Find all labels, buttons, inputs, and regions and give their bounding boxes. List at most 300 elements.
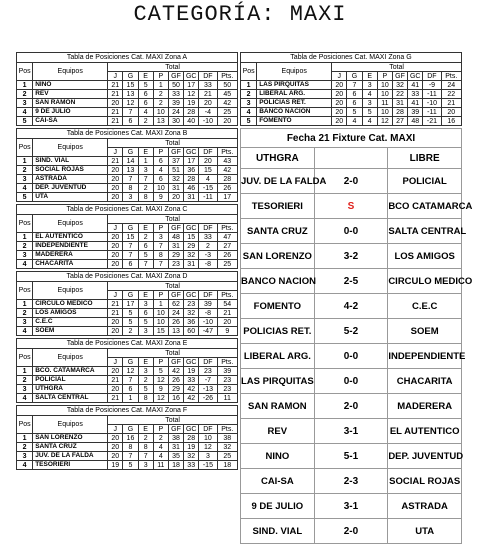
team-cell: POLICIAS RET. xyxy=(257,99,332,108)
header-total: Total xyxy=(108,282,238,291)
stat-cell: 13 xyxy=(153,117,168,126)
table-row xyxy=(17,157,238,166)
table-row xyxy=(241,90,462,99)
stat-cell: 15 xyxy=(184,233,199,242)
team-cell: UTHGRA xyxy=(33,385,108,394)
team-cell: SALTA CENTRAL xyxy=(33,394,108,403)
team-cell: POLICIAL xyxy=(33,376,108,385)
stat-cell: 32 xyxy=(184,309,199,318)
header-total: Total xyxy=(108,349,238,358)
home-team: REV xyxy=(241,419,315,444)
stat-cell: 2 xyxy=(153,99,168,108)
stat-cell: -10 xyxy=(199,318,217,327)
header-total: Total xyxy=(108,416,238,425)
stat-cell: -3 xyxy=(199,251,217,260)
stat-cell: 2 xyxy=(138,434,153,443)
stat-cell: 6 xyxy=(123,385,138,394)
stat-cell: 1 xyxy=(138,157,153,166)
standings-table-wrap xyxy=(16,128,238,202)
table-row xyxy=(241,108,462,117)
table-row xyxy=(17,193,238,202)
header-total: Total xyxy=(332,63,462,72)
header-row xyxy=(17,349,238,358)
stat-cell: 10 xyxy=(153,318,168,327)
stat-cell: 31 xyxy=(184,260,199,269)
standings-table-wrap xyxy=(240,52,462,126)
stat-cell: 38 xyxy=(217,434,237,443)
stat-cell: -10 xyxy=(199,117,217,126)
stat-cell: 8 xyxy=(123,443,138,452)
stat-cell: 36 xyxy=(184,166,199,175)
header-pos: Pos xyxy=(17,282,33,300)
stat-cell: 35 xyxy=(168,452,183,461)
table-row xyxy=(17,242,238,251)
stat-cell: 22 xyxy=(392,90,407,99)
position-cell: 4 xyxy=(17,108,33,117)
stat-cell: 7 xyxy=(153,242,168,251)
match-score: 2-0 xyxy=(314,394,388,419)
team-cell: LIBERAL ARG. xyxy=(257,90,332,99)
team-cell: MADERERA xyxy=(33,251,108,260)
stat-cell: 2 xyxy=(153,90,168,99)
away-team: UTA xyxy=(388,519,462,544)
stat-cell: 6 xyxy=(123,117,138,126)
stat-cell: 21 xyxy=(108,157,123,166)
stat-cell: 26 xyxy=(168,376,183,385)
stat-cell: 45 xyxy=(217,90,237,99)
position-cell: 4 xyxy=(17,260,33,269)
header-col: P xyxy=(153,291,168,300)
home-team: NINO xyxy=(241,444,315,469)
stat-cell: 26 xyxy=(217,184,237,193)
stat-cell: 20 xyxy=(217,117,237,126)
stat-cell: 2 xyxy=(138,376,153,385)
table-row xyxy=(17,90,238,99)
position-cell: 5 xyxy=(17,193,33,202)
stat-cell: 27 xyxy=(217,242,237,251)
header-col: Pts. xyxy=(217,425,237,434)
header-equipos: Equipos xyxy=(33,139,108,157)
table-row xyxy=(17,251,238,260)
away-team: SOCIAL ROJAS xyxy=(388,469,462,494)
team-cell: EL AUTENTICO xyxy=(33,233,108,242)
stat-cell: 7 xyxy=(123,175,138,184)
stat-cell: 7 xyxy=(153,260,168,269)
position-cell: 2 xyxy=(241,90,257,99)
stat-cell: 2 xyxy=(123,327,138,336)
stat-cell: 7 xyxy=(123,108,138,117)
page-title: CATEGORÍA: MAXI xyxy=(133,2,347,27)
header-row xyxy=(17,416,238,425)
fixture-row xyxy=(241,269,462,294)
stat-cell: 17 xyxy=(184,81,199,90)
stat-cell: -15 xyxy=(199,184,217,193)
stat-cell: 33 xyxy=(168,90,183,99)
stat-cell: 20 xyxy=(441,108,461,117)
match-score: 5-1 xyxy=(314,444,388,469)
stat-cell: 54 xyxy=(217,300,237,309)
stat-cell: 4 xyxy=(347,117,362,126)
stat-cell: 31 xyxy=(168,242,183,251)
stat-cell: 19 xyxy=(184,443,199,452)
fixture-row xyxy=(241,294,462,319)
stat-cell: -4 xyxy=(199,108,217,117)
stat-cell: 4 xyxy=(153,452,168,461)
table-row xyxy=(17,108,238,117)
table-row xyxy=(17,184,238,193)
position-cell: 1 xyxy=(17,81,33,90)
stat-cell: 7 xyxy=(123,242,138,251)
caption-row xyxy=(17,205,238,215)
header-row xyxy=(17,282,238,291)
header-equipos: Equipos xyxy=(33,63,108,81)
table-row xyxy=(17,434,238,443)
stat-cell: -11 xyxy=(199,193,217,202)
standings-table xyxy=(240,52,462,126)
table-row xyxy=(241,81,462,90)
stat-cell: 20 xyxy=(108,434,123,443)
header-col: GC xyxy=(184,291,199,300)
stat-cell: -15 xyxy=(199,461,217,470)
table-caption: Tabla de Posiciones Cat. MAXI Zona A xyxy=(17,53,238,63)
stat-cell: 39 xyxy=(408,108,423,117)
stat-cell: 42 xyxy=(217,166,237,175)
stat-cell: 12 xyxy=(153,376,168,385)
team-cell: JUV. DE LA FALDA xyxy=(33,452,108,461)
header-col: DF xyxy=(199,72,217,81)
stat-cell: 1 xyxy=(153,300,168,309)
header-col: DF xyxy=(423,72,441,81)
header-col: J xyxy=(108,148,123,157)
stat-cell: 20 xyxy=(108,233,123,242)
header-pos: Pos xyxy=(17,349,33,367)
header-equipos: Equipos xyxy=(33,416,108,434)
stat-cell: 11 xyxy=(153,461,168,470)
away-team: DEP. JUVENTUD xyxy=(388,444,462,469)
stat-cell: 24 xyxy=(441,81,461,90)
fixture-row xyxy=(241,419,462,444)
position-cell: 5 xyxy=(241,117,257,126)
stat-cell: 22 xyxy=(441,90,461,99)
header-col: GF xyxy=(392,72,407,81)
stat-cell: 33 xyxy=(184,461,199,470)
header-col: J xyxy=(108,72,123,81)
stat-cell: 3 xyxy=(138,166,153,175)
stat-cell: 21 xyxy=(199,90,217,99)
match-score: 4-2 xyxy=(314,294,388,319)
stat-cell: 39 xyxy=(199,300,217,309)
stat-cell: 21 xyxy=(108,394,123,403)
header-col: Pts. xyxy=(441,72,461,81)
fixture-row xyxy=(241,194,462,219)
table-row xyxy=(17,309,238,318)
stat-cell: 48 xyxy=(168,233,183,242)
home-team: TESORIERI xyxy=(241,194,315,219)
stat-cell: 12 xyxy=(377,117,392,126)
stat-cell: 9 xyxy=(153,193,168,202)
stat-cell: 1 xyxy=(123,394,138,403)
table-row xyxy=(17,260,238,269)
stat-cell: 3 xyxy=(362,81,377,90)
header-col: G xyxy=(123,358,138,367)
stat-cell: 20 xyxy=(108,99,123,108)
header-col: E xyxy=(138,224,153,233)
stat-cell: -7 xyxy=(199,376,217,385)
stat-cell: 51 xyxy=(168,166,183,175)
stat-cell: 6 xyxy=(138,309,153,318)
position-cell: 2 xyxy=(17,166,33,175)
stat-cell: 2 xyxy=(199,242,217,251)
stat-cell: -13 xyxy=(199,385,217,394)
stat-cell: 5 xyxy=(138,251,153,260)
stat-cell: 2 xyxy=(138,184,153,193)
table-row xyxy=(17,99,238,108)
team-cell: NINO xyxy=(33,81,108,90)
team-cell: TESORIERI xyxy=(33,461,108,470)
stat-cell: 15 xyxy=(199,166,217,175)
position-cell: 4 xyxy=(17,327,33,336)
stat-cell: 18 xyxy=(168,461,183,470)
standings-table xyxy=(16,204,238,269)
home-team: FOMENTO xyxy=(241,294,315,319)
standings-table-wrap xyxy=(16,338,238,403)
position-cell: 3 xyxy=(17,251,33,260)
position-cell: 4 xyxy=(17,184,33,193)
table-row xyxy=(17,443,238,452)
match-score: S xyxy=(314,194,388,219)
position-cell: 3 xyxy=(17,99,33,108)
stat-cell: 40 xyxy=(184,117,199,126)
away-team: CHACARITA xyxy=(388,369,462,394)
team-cell: LAS PIRQUITAS xyxy=(257,81,332,90)
stat-cell: 5 xyxy=(123,309,138,318)
stat-cell: 50 xyxy=(168,81,183,90)
stat-cell: 38 xyxy=(168,434,183,443)
fixture-head-gap xyxy=(314,148,388,169)
stat-cell: 31 xyxy=(184,193,199,202)
stat-cell: 8 xyxy=(138,443,153,452)
stat-cell: 6 xyxy=(153,175,168,184)
stat-cell: 8 xyxy=(138,193,153,202)
away-team: CIRCULO MEDICO xyxy=(388,269,462,294)
stat-cell: 19 xyxy=(108,461,123,470)
stat-cell: 31 xyxy=(392,99,407,108)
team-cell: BCO. CATAMARCA xyxy=(33,367,108,376)
team-cell: DEP. JUVENTUD xyxy=(33,184,108,193)
stat-cell: 24 xyxy=(168,309,183,318)
stat-cell: 24 xyxy=(168,108,183,117)
stat-cell: 29 xyxy=(184,242,199,251)
header-col: E xyxy=(138,148,153,157)
header-col: GF xyxy=(168,72,183,81)
home-team: BANCO NACION xyxy=(241,269,315,294)
stat-cell: 10 xyxy=(377,90,392,99)
table-row xyxy=(17,367,238,376)
stat-cell: 4 xyxy=(362,117,377,126)
table-row xyxy=(241,117,462,126)
table-caption: Tabla de Posiciones Cat. MAXI Zona B xyxy=(17,129,238,139)
stat-cell: 31 xyxy=(168,443,183,452)
table-row xyxy=(17,81,238,90)
team-cell: REV xyxy=(33,90,108,99)
fixture-row xyxy=(241,344,462,369)
standings-table xyxy=(16,405,238,470)
table-caption: Tabla de Posiciones Cat. MAXI Zona C xyxy=(17,205,238,215)
stat-cell: 27 xyxy=(392,117,407,126)
header-col: J xyxy=(108,224,123,233)
stat-cell: 3 xyxy=(153,233,168,242)
header-col: Pts. xyxy=(217,72,237,81)
position-cell: 3 xyxy=(17,175,33,184)
stat-cell: 7 xyxy=(123,251,138,260)
stat-cell: 28 xyxy=(184,108,199,117)
fixture-row xyxy=(241,319,462,344)
header-col: P xyxy=(153,148,168,157)
stat-cell: 12 xyxy=(123,99,138,108)
fixture-row xyxy=(241,444,462,469)
table-row xyxy=(17,394,238,403)
stat-cell: 28 xyxy=(184,434,199,443)
stat-cell: 26 xyxy=(168,318,183,327)
stat-cell: 20 xyxy=(217,318,237,327)
header-pos: Pos xyxy=(17,416,33,434)
standings-table xyxy=(16,271,238,336)
match-score: 5-2 xyxy=(314,319,388,344)
stat-cell: 19 xyxy=(184,367,199,376)
stat-cell: 20 xyxy=(199,99,217,108)
header-row xyxy=(17,139,238,148)
stat-cell: 6 xyxy=(123,260,138,269)
home-team: SAN LORENZO xyxy=(241,244,315,269)
match-score: 3-1 xyxy=(314,494,388,519)
stat-cell: 41 xyxy=(408,99,423,108)
stat-cell: -26 xyxy=(199,394,217,403)
match-score: 0-0 xyxy=(314,344,388,369)
stat-cell: 3 xyxy=(138,327,153,336)
fixture-row xyxy=(241,169,462,194)
stat-cell: 20 xyxy=(332,90,347,99)
stat-cell: 28 xyxy=(392,108,407,117)
stat-cell: -47 xyxy=(199,327,217,336)
stat-cell: 28 xyxy=(184,175,199,184)
home-team: POLICIAS RET. xyxy=(241,319,315,344)
header-col: J xyxy=(108,358,123,367)
match-score: 2-0 xyxy=(314,169,388,194)
stat-cell: 16 xyxy=(123,434,138,443)
stat-cell: 6 xyxy=(153,157,168,166)
stat-cell: 42 xyxy=(184,394,199,403)
stat-cell: 5 xyxy=(138,81,153,90)
stat-cell: 20 xyxy=(108,166,123,175)
stat-cell: -10 xyxy=(423,99,441,108)
match-score: 0-0 xyxy=(314,369,388,394)
table-caption: Tabla de Posiciones Cat. MAXI Zona D xyxy=(17,272,238,282)
header-col: GC xyxy=(408,72,423,81)
stat-cell: 23 xyxy=(168,260,183,269)
stat-cell: 5 xyxy=(138,385,153,394)
stat-cell: 15 xyxy=(123,233,138,242)
stat-cell: 3 xyxy=(138,367,153,376)
stat-cell: 11 xyxy=(377,99,392,108)
position-cell: 2 xyxy=(17,90,33,99)
header-col: G xyxy=(123,148,138,157)
table-row xyxy=(17,166,238,175)
away-team: LOS AMIGOS xyxy=(388,244,462,269)
stat-cell: 33 xyxy=(184,376,199,385)
team-cell: LOS AMIGOS xyxy=(33,309,108,318)
stat-cell: 3 xyxy=(138,461,153,470)
position-cell: 1 xyxy=(17,434,33,443)
stat-cell: 7 xyxy=(138,260,153,269)
stat-cell: 3 xyxy=(138,300,153,309)
team-cell: BANCO NACION xyxy=(257,108,332,117)
header-row xyxy=(17,63,238,72)
stat-cell: 20 xyxy=(332,81,347,90)
stat-cell: 20 xyxy=(108,260,123,269)
stat-cell: 6 xyxy=(347,90,362,99)
stat-cell: 20 xyxy=(168,193,183,202)
stat-cell: 13 xyxy=(123,90,138,99)
match-score: 3-1 xyxy=(314,419,388,444)
stat-cell: 3 xyxy=(362,99,377,108)
header-col: DF xyxy=(199,148,217,157)
away-team: SALTA CENTRAL xyxy=(388,219,462,244)
header-col: P xyxy=(153,72,168,81)
header-col: GF xyxy=(168,358,183,367)
stat-cell: 7 xyxy=(347,81,362,90)
header-col: GC xyxy=(184,224,199,233)
stat-cell: 5 xyxy=(123,318,138,327)
stat-cell: -9 xyxy=(423,81,441,90)
stat-cell: 2 xyxy=(138,233,153,242)
position-cell: 4 xyxy=(17,461,33,470)
stat-cell: 23 xyxy=(199,367,217,376)
fixture-row xyxy=(241,244,462,269)
position-cell: 2 xyxy=(17,376,33,385)
header-total: Total xyxy=(108,215,238,224)
fixture-row xyxy=(241,219,462,244)
stat-cell: 32 xyxy=(184,452,199,461)
stat-cell: 20 xyxy=(332,99,347,108)
header-col: GF xyxy=(168,224,183,233)
stat-cell: 18 xyxy=(217,461,237,470)
table-row xyxy=(17,327,238,336)
header-col: E xyxy=(138,358,153,367)
header-col: G xyxy=(347,72,362,81)
stat-cell: 8 xyxy=(123,184,138,193)
team-cell: UTA xyxy=(33,193,108,202)
stat-cell: 11 xyxy=(217,394,237,403)
stat-cell: 31 xyxy=(168,184,183,193)
stat-cell: 2 xyxy=(153,434,168,443)
table-row xyxy=(17,461,238,470)
stat-cell: 21 xyxy=(108,90,123,99)
table-caption: Tabla de Posiciones Cat. MAXI Zona G xyxy=(241,53,462,63)
stat-cell: 17 xyxy=(123,300,138,309)
team-cell: SOCIAL ROJAS xyxy=(33,166,108,175)
stat-cell: 42 xyxy=(217,99,237,108)
stat-cell: 1 xyxy=(153,81,168,90)
stat-cell: 46 xyxy=(184,184,199,193)
stat-cell: 33 xyxy=(199,233,217,242)
header-col: E xyxy=(138,425,153,434)
team-cell: 9 DE JULIO xyxy=(33,108,108,117)
stat-cell: 19 xyxy=(184,99,199,108)
stat-cell: 20 xyxy=(108,385,123,394)
stat-cell: 47 xyxy=(217,233,237,242)
stat-cell: 9 xyxy=(217,327,237,336)
stat-cell: 12 xyxy=(184,90,199,99)
